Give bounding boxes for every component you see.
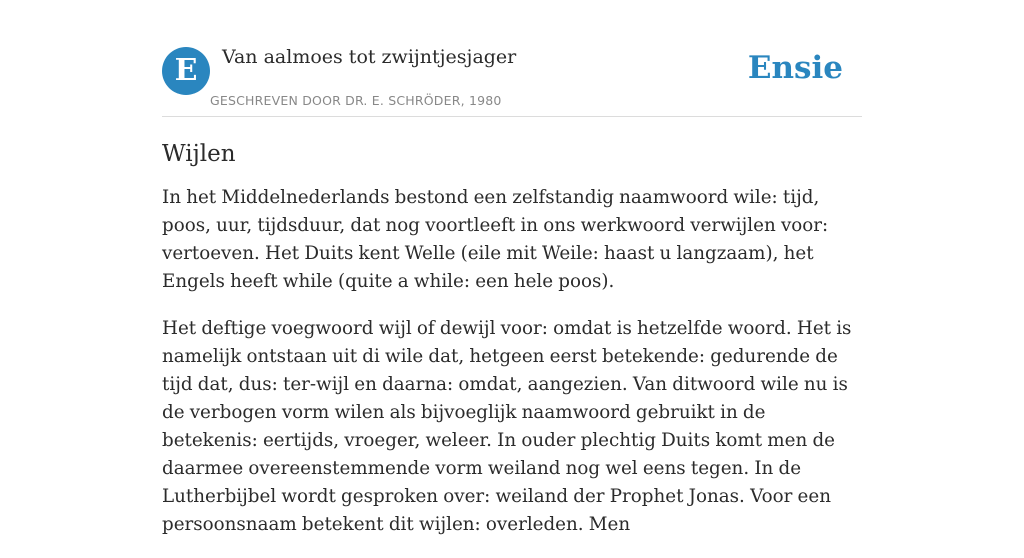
- ensie-logo-icon[interactable]: E: [162, 47, 210, 95]
- brand-logo-link[interactable]: Ensie: [747, 50, 843, 86]
- book-title-link[interactable]: Van aalmoes tot zwijntjesjager: [222, 46, 517, 68]
- entry-title: Wijlen: [162, 141, 236, 167]
- entry-content: [162, 138, 862, 558]
- entry-paragraph: Het deftige voegwoord wijl of dewijl voor: omdat is hetzelfde woord. Het is namelijk ontstaan uit di wile dat, hetgeen eerst betekende: gedurende de tijd dat, dus: ter-wijl en daarna: omdat, aangezien. Van ditwoord wile nu is de verbogen vorm wilen als bijvoeglijk naamwoord gebruikt in de betekenis: eertijds, vroeger, weleer. In ouder plechtig Duits komt men de daarmee overeenstemmende vorm weiland nog wel eens tegen. In de Lutherbijbel wordt gesproken over: weiland der Prophet Jonas. Voor een persoonsnaam betekent dit wijlen: overleden. Men: [162, 318, 852, 535]
- header: [162, 46, 862, 117]
- entry-paragraph: In het Middelnederlands bestond een zelfstandig naamwoord wile: tijd, poos, uur, tijdsduur, dat nog voortleeft in ons werkwoord verwijlen voor: vertoeven. Het Duits kent Welle (eile mit Weile: haast u langzaam), het Engels heeft while (quite a while: een hele poos).: [162, 187, 829, 292]
- author-byline: GESCHREVEN DOOR DR. E. SCHRÖDER, 1980: [210, 93, 502, 108]
